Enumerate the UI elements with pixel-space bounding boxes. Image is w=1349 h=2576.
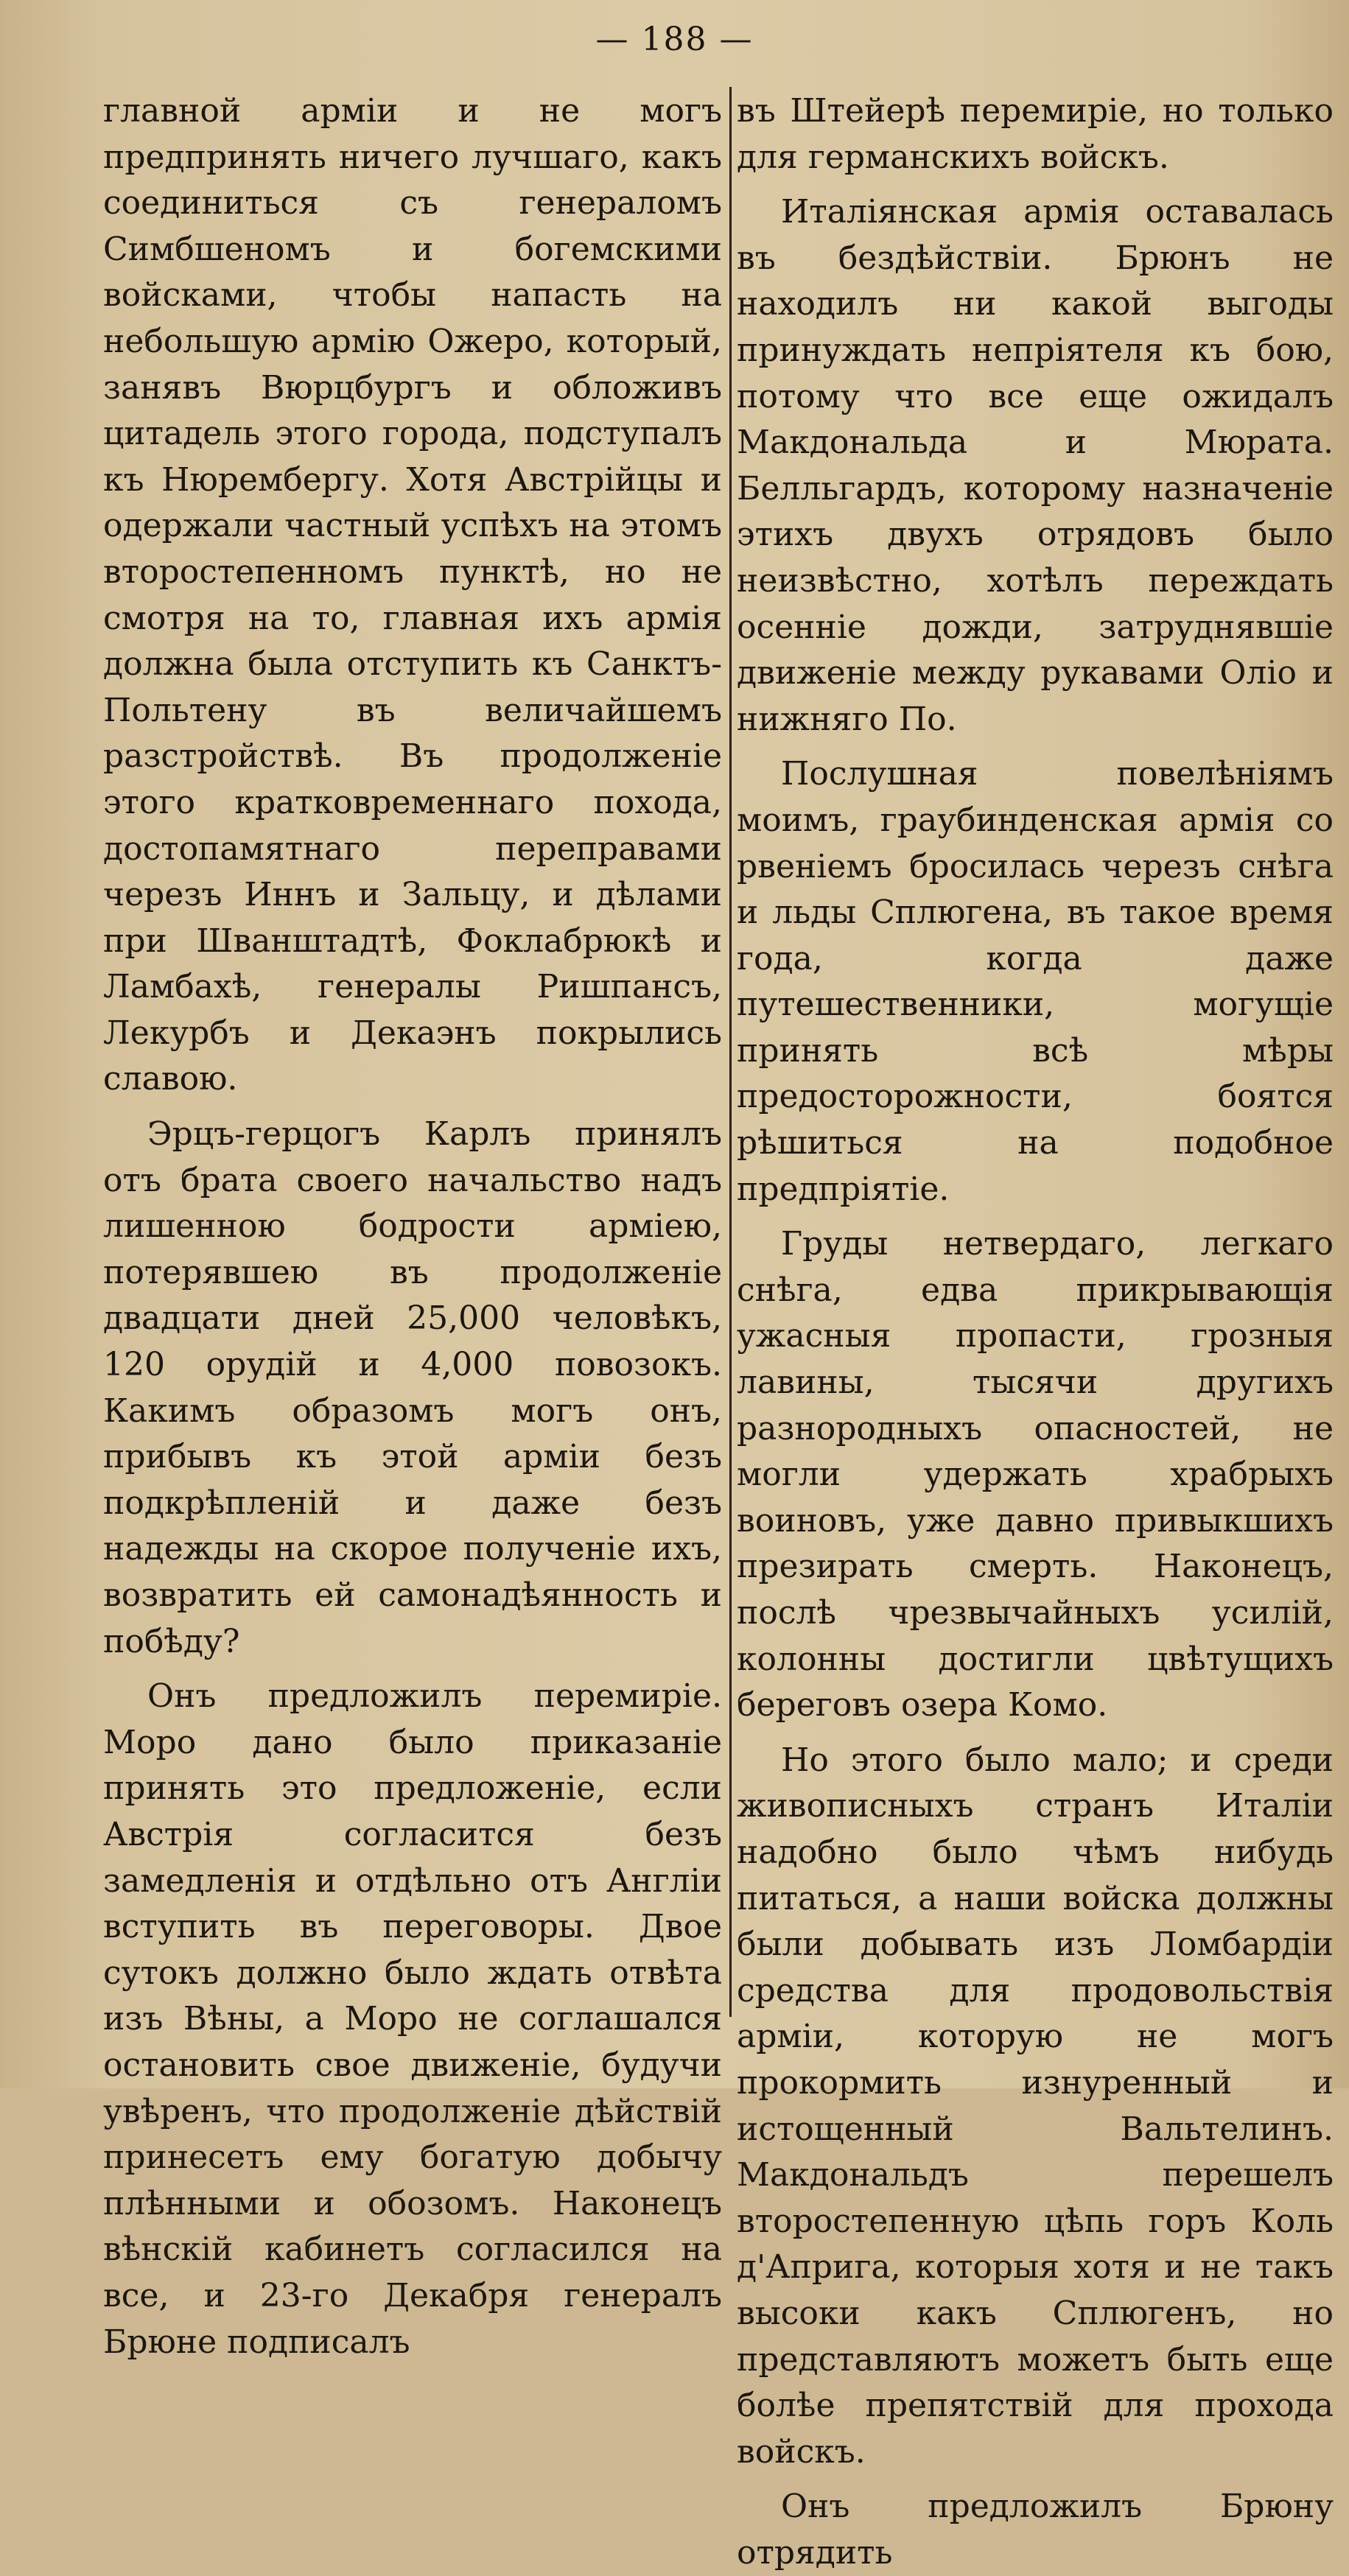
- paragraph: Эрцъ-герцогъ Карлъ принялъ отъ брата своего начальство надъ лишенною бодрости арміею, потерявшею въ продолженіе двадцати дней 25,000 человѣкъ, 120 орудій и 4,000 повозокъ. Какимъ образомъ могъ онъ, прибывъ къ этой арміи безъ подкрѣпленій и даже безъ надежды на скорое полученіе ихъ, возвратить ей самонадѣянность и побѣду?: [103, 1115, 722, 1660]
- paragraph: Италіянская армія оставалась въ бездѣйствіи. Брюнъ не находилъ ни какой выгоды принуждать непріятеля къ бою, потому что все еще ожидалъ Макдональда и Мюрата. Белльгардъ, которому назначеніе этихъ двухъ отрядовъ было неизвѣстно, хотѣлъ переждать осенніе дожди, затруднявшіе движеніе между рукавами Оліо и нижняго По.: [737, 193, 1334, 738]
- page-number: — 188 —: [595, 21, 754, 58]
- paragraph: главной арміи и не могъ предпринять ничего лучшаго, какъ соединиться съ генераломъ Симбшеномъ и богемскими войсками, чтобы напасть на небольшую армію Ожеро, который, занявъ Вюрцбургъ и обложивъ цитадель этого города, подступалъ къ Нюрембергу. Хотя Австрійцы и одержали частный успѣхъ на этомъ второстепенномъ пунктѣ, но не смотря на то, главная ихъ армія должна была отступить къ Санктъ-Польтену въ величайшемъ разстройствѣ. Въ продолженіе этого кратковременнаго похода, достопамятнаго переправами черезъ Иннъ и Зальцу, и дѣлами при Шванштадтѣ, Фоклабрюкѣ и Ламбахѣ, генералы Ришпансъ, Лекурбъ и Декаэнъ покрылись славою.: [103, 92, 722, 1098]
- column-divider: [729, 87, 732, 2017]
- paragraph: Груды нетвердаго, легкаго снѣга, едва прикрывающія ужасныя пропасти, грозныя лавины, тысячи другихъ разнородныхъ опасностей, не могли удержать храбрыхъ воиновъ, уже давно привыкшихъ презирать смерть. Наконецъ, послѣ чрезвычайныхъ усилій, колонны достигли цвѣтущихъ береговъ озера Комо.: [737, 1225, 1334, 1724]
- paragraph: Но этого было мало; и среди живописныхъ странъ Италіи надобно было чѣмъ нибудь питаться, а наши войска должны были добывать изъ Ломбардіи средства для продовольствія арміи, которую не могъ прокормить изнуренный и истощенный Вальтелинъ. Макдональдъ перешелъ второстепенную цѣпь горъ Коль д'Априга, которыя хотя и не такъ высоки какъ Сплюгенъ, но представляютъ можетъ быть еще болѣе препятствій для прохода войскъ.: [737, 1741, 1334, 2471]
- left-column: [103, 88, 722, 2365]
- right-column: [737, 88, 1334, 2576]
- paragraph: Онъ предложилъ перемиріе. Моро дано было приказаніе принять это предложеніе, если Австрія согласится безъ замедленія и отдѣльно отъ Англіи вступить въ переговоры. Двое сутокъ должно было ждать отвѣта изъ Вѣны, а Моро не соглашался остановить свое движеніе, будучи увѣренъ, что продолженіе дѣйствій принесетъ ему богатую добычу плѣнными и обозомъ. Наконецъ вѣнскій кабинетъ согласился на все, и 23-го Декабря генералъ Брюне подписалъ: [103, 1677, 722, 2361]
- paragraph: Онъ предложилъ Брюну отрядить: [737, 2488, 1334, 2572]
- paragraph: Послушная повелѣніямъ моимъ, граубинденская армія со рвеніемъ бросилась черезъ снѣга и льды Сплюгена, въ такое время года, когда даже путешественники, могущіе принять всѣ мѣры предосторожности, боятся рѣшиться на подобное предпріятіе.: [737, 755, 1334, 1208]
- paragraph: въ Штейерѣ перемиріе, но только для германскихъ войскъ.: [737, 92, 1334, 176]
